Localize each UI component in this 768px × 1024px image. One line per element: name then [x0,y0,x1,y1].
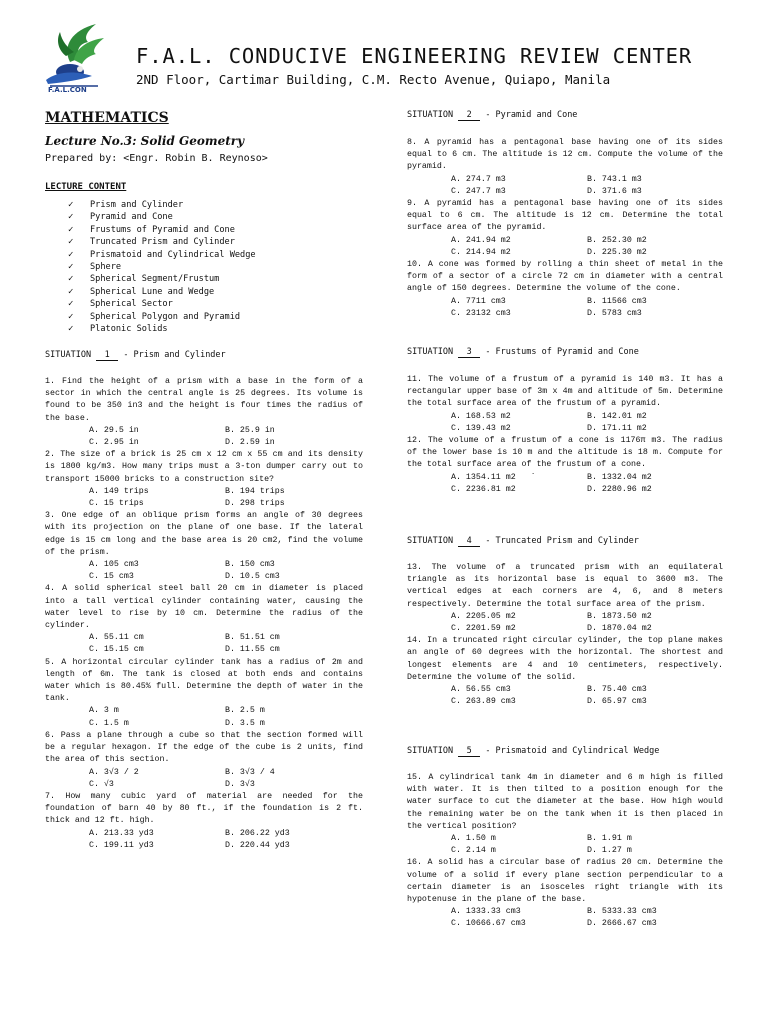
choices: A. 1354.11 m2 ` B. 1332.04 m2 C. 2236.81 m2 D. 2280.96 m2 [451,472,652,494]
question-text: 8. A pyramid has a pentagonal base having one of its sides equal to 6 cm. The altitude is 12 cm. Compute the volume of the pyramid. [407,138,723,172]
list-item: ✓ Truncated Prism and Cylinder [68,237,235,248]
check-icon: ✓ [68,249,74,260]
check-icon: ✓ [68,237,74,248]
situation-heading: SITUATION 5 - Prismatoid and Cylindrical Wedge [407,746,660,756]
check-icon: ✓ [68,286,74,297]
choices: A. 274.7 m3 B. 743.1 m3 C. 247.7 m3 D. 371.6 m3 [451,174,642,196]
choices: A. 1333.33 cm3 B. 5333.33 cm3 C. 10666.67 cm3 D. 2666.67 cm3 [451,907,657,929]
choices: A. 7711 cm3 B. 11566 cm3 C. 23132 cm3 D. 5783 cm3 [451,296,647,318]
choices: A. 213.33 yd3 B. 206.22 yd3 C. 199.11 yd3 D. 220.44 yd3 [89,828,290,850]
choices: A. 56.55 cm3 B. 75.40 cm3 C. 263.89 cm3 D. 65.97 cm3 [451,685,647,707]
list-item: ✓ Spherical Polygon and Pyramid [68,311,241,322]
lecture-title: Lecture No.3: Solid Geometry [45,134,245,148]
question-block [407,562,723,708]
choices: A. 1.50 m B. 1.91 m C. 2.14 m D. 1.27 m [451,834,632,856]
check-icon: ✓ [68,324,74,335]
situation-heading: SITUATION 2 - Pyramid and Cone [407,110,578,120]
choices: A. 149 trips B. 194 trips C. 15 trips D. 298 trips [89,486,285,509]
list-item: ✓ Prismatoid and Cylindrical Wedge [68,249,256,260]
lecture-content-list [68,199,256,335]
situation-heading: SITUATION 4 - Truncated Prism and Cylinder [407,536,639,546]
list-item: ✓ Prism and Cylinder [68,200,184,210]
list-item: ✓ Spherical Lune and Wedge [68,286,215,297]
falcon-logo-icon [40,22,108,100]
question-block [45,376,363,852]
check-icon: ✓ [68,311,74,322]
question-text: 12. The volume of a frustum of a cone is 1176π m3. The radius of the lower base is 10 m and the altitude is 18 m. Compute for the total surface area of the frustum of a cone. [407,436,723,470]
choices: A. 105 cm3 B. 150 cm3 C. 15 cm3 D. 10.5 cm3 [89,560,280,582]
question-text: 16. A solid has a circular base of radius 20 cm. Determine the volume of a solid if every plane section perpendicular to a certain diameter is an isosceles right triangle with its hypotenuse in the plane of the base. [407,858,723,905]
check-icon: ✓ [68,299,74,310]
question-text: 5. A horizontal circular cylinder tank has a radius of 2m and length of 6m. The tank is closed at both ends and contains water which is 80.45% full. Determine the depth of water in the tank. [45,657,363,704]
question-text: 9. A pyramid has a pentagonal base having one of its sides equal to 6 cm. The altitude is 12 cm. Determine the total surface area of the pyramid. [407,199,723,233]
list-item: ✓ Sphere [68,262,122,273]
choices: A. 55.11 cm B. 51.51 cm C. 15.15 cm D. 11.55 cm [89,633,280,655]
check-icon: ✓ [68,224,74,235]
logo-text: F.A.L.CON [48,86,87,94]
question-text: 15. A cylindrical tank 4m in diameter and 6 m high is filled with water. It is then tilted to a position enough for the water surface to cut the diameter at the base. How high would the remaining water be on the tank when it is then placed in the vertical position? [407,773,723,831]
list-item: ✓ Spherical Segment/Frustum [68,274,220,285]
check-icon: ✓ [68,274,74,285]
question-block [407,374,723,496]
subject-heading: MATHEMATICS [45,110,169,126]
center-title: F.A.L. CONDUCIVE ENGINEERING REVIEW CENTER [136,44,693,68]
prepared-by: Prepared by: <Engr. Robin B. Reynoso> [45,153,268,164]
choices: A. 3 m B. 2.5 m C. 1.5 m D. 3.5 m [89,706,265,728]
question-text: 7. How many cubic yard of material are needed for the foundation of barn 40 by 80 ft., if the foundation is 2 ft. thick and 12 ft. high. [45,791,363,826]
choices: A. 2205.05 m2 B. 1873.50 m2 C. 2201.59 m2 D. 1870.04 m2 [451,611,652,634]
situation-heading: SITUATION 1 - Prism and Cylinder [45,350,226,360]
question-text: 10. A cone was formed by rolling a thin sheet of metal in the form of a sector of a circle 72 cm in diameter with a central angle of 150 degrees. Determine the volume of the cone. [407,260,723,294]
question-text: 13. The volume of a truncated prism with an equilateral triangle as its horizontal base is equal to 3600 m3. The vertical edges at each corners are 4, 6, and 8 meters respectively. Determine the total surface area of the prism. [407,563,723,609]
question-text: 6. Pass a plane through a cube so that the section formed will be a regular hexagon. If the edge of the cube is 2 units, find the area of this section. [45,730,363,765]
list-item: ✓ Pyramid and Cone [68,212,173,223]
choices: A. 29.5 in B. 25.9 in C. 2.95 in D. 2.59 in [89,425,275,448]
list-item: ✓ Frustums of Pyramid and Cone [68,224,235,235]
list-item: ✓ Spherical Sector [68,299,173,310]
center-address: 2ND Floor, Cartimar Building, C.M. Recto Avenue, Quiapo, Manila [136,72,611,87]
question-text: 4. A solid spherical steel ball 20 cm in diameter is placed into a tall vertical cylinder containing water, causing the water level to rise by 10 cm. Determine the radius of the cylinder. [45,584,363,631]
lecture-content-heading: LECTURE CONTENT [45,182,127,192]
question-text: 11. The volume of a frustum of a pyramid is 140 m3. It has a rectangular upper base of 3m x 4m and altitude of 5m. Determine the total surface area of the frustum of a pyramid. [407,375,723,409]
question-text: 14. In a truncated right circular cylinder, the top plane makes an angle of 60 degrees with the horizontal. The shortest and longest elements are 4 and 10 centimeters, respectively. Determine the volume of the solid. [407,636,723,682]
question-text: 3. One edge of an oblique prism forms an angle of 30 degrees with its projection on the plane of one base. If the lateral edge is 15 cm long and the base area is 20 cm2, find the volume of the prism. [45,511,363,557]
check-icon: ✓ [68,200,74,210]
situation-heading: SITUATION 3 - Frustums of Pyramid and Cone [407,347,639,357]
choices: A. 168.53 m2 B. 142.01 m2 C. 139.43 m2 D. 171.11 m2 [451,411,647,433]
question-block [407,772,723,931]
check-icon: ✓ [68,212,74,223]
question-block [407,137,723,320]
list-item: ✓ Platonic Solids [68,324,168,335]
question-text: 2. The size of a brick is 25 cm x 12 cm x 55 cm and its density is 1800 kg/m3. How many trips must a 3-ton dumper carry out to transport 15000 bricks to a construction site? [45,450,363,484]
choices: A. 3√3 / 2 B. 3√3 / 4 C. √3 D. 3√3 [89,767,275,789]
question-text: 1. Find the height of a prism with a base in the form of a sector in which the central angle is 25 degrees. Its volume is found to be 350 in3 and the height is four times the radius of the base. [45,377,363,423]
check-icon: ✓ [68,262,74,273]
choices: A. 241.94 m2 B. 252.30 m2 C. 214.94 m2 D. 225.30 m2 [451,235,647,257]
